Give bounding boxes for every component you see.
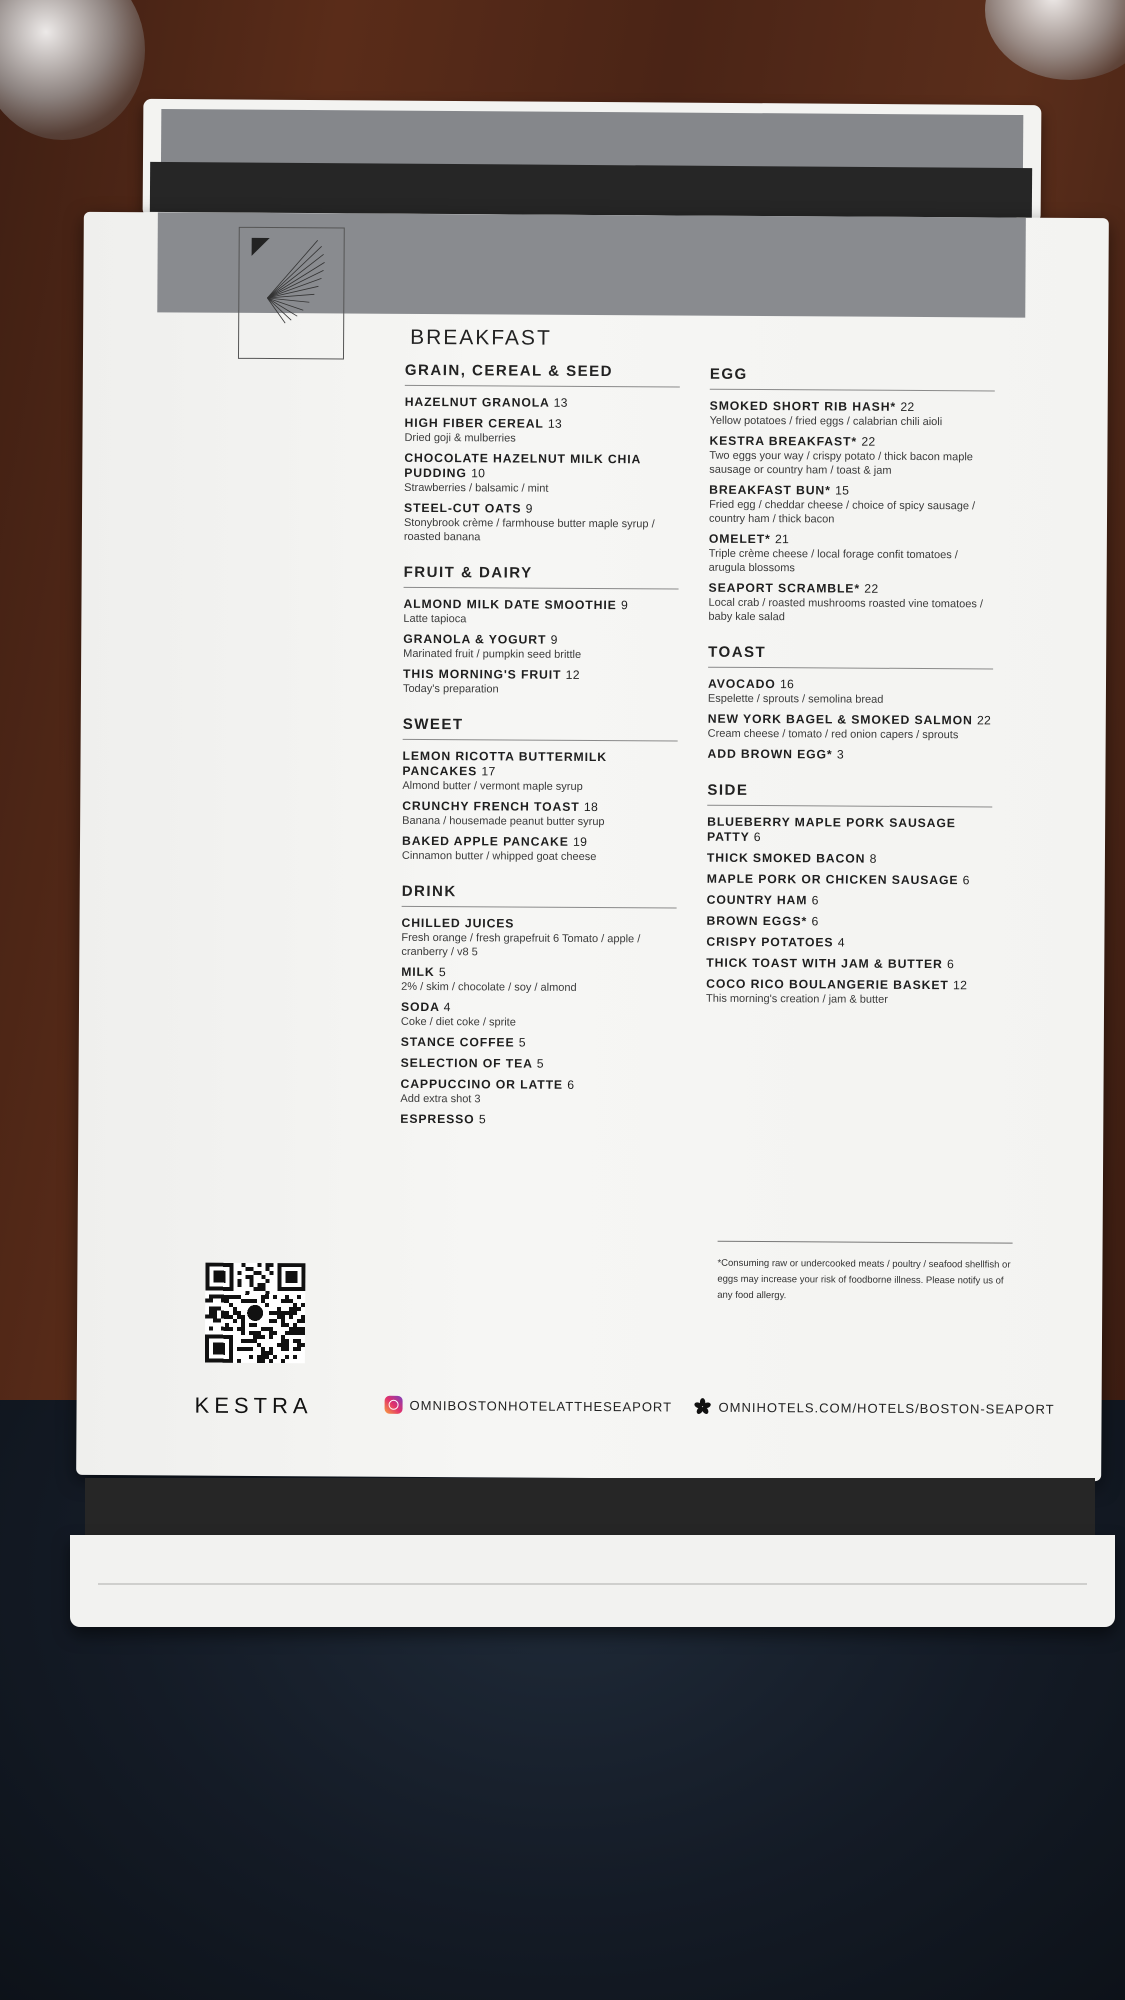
section-title: SIDE (707, 781, 749, 799)
menu-item-description: 2% / skim / chocolate / soy / almond (401, 980, 577, 994)
menu-item-name-row (709, 581, 994, 598)
menu-item-name: STEEL-CUT OATS (404, 500, 522, 516)
menu-item-name: THICK TOAST WITH JAM & BUTTER (706, 955, 943, 972)
section-divider (708, 667, 993, 670)
menu-item-name-row (709, 532, 994, 549)
menu-item (708, 747, 993, 764)
menu-item-name-row (709, 434, 994, 451)
omni-flower-icon (694, 1398, 712, 1416)
menu-item (401, 965, 676, 996)
menu-item-name-row (708, 747, 993, 764)
section-divider (710, 389, 995, 392)
menu-item-name-row (710, 399, 995, 416)
menu-item-name: THICK SMOKED BACON (706, 850, 866, 866)
menu-item-price: 16 (779, 677, 795, 692)
menu-item-name: KESTRA BREAKFAST* (709, 433, 858, 449)
menu-item (403, 632, 678, 663)
menu-item (401, 916, 676, 961)
menu-item-description: Fresh orange / fresh grapefruit 6 Tomato / apple / cranberry / v8 5 (401, 931, 641, 959)
menu-item (709, 434, 994, 479)
menu-item-name: MILK (401, 964, 435, 980)
menu-item-description: Strawberries / balsamic / mint (404, 481, 549, 495)
instagram-handle: OMNIBOSTONHOTELATTHESEAPORT (409, 1397, 673, 1414)
menu-item-name-row (707, 872, 992, 889)
menu-item (710, 399, 995, 430)
menu-item (707, 815, 992, 847)
menu-item (707, 893, 992, 910)
instagram-link[interactable] (385, 1396, 673, 1416)
menu-item-price: 22 (864, 581, 879, 596)
menu-item-price: 15 (835, 483, 850, 498)
section-divider (404, 587, 679, 590)
allergy-disclaimer: *Consuming raw or undercooked meats / poultry / seafood shellfish or eggs may increase your risk of foodborne illness. Please notify us of any food allergy. (717, 1257, 1011, 1302)
menu-item-description: Espelette / sprouts / semolina bread (707, 692, 884, 706)
menu-item (403, 597, 678, 628)
menu-item-description: Stonybrook crème / farmhouse butter maple syrup / roasted banana (403, 516, 655, 544)
disclaimer-divider (718, 1241, 1013, 1244)
menu-item-name-row (403, 667, 678, 684)
menu-item-name-row (707, 893, 992, 910)
menu-item-description: This morning's creation / jam & butter (706, 992, 888, 1006)
menu-item (402, 799, 677, 830)
menu-item-name-row (403, 597, 678, 614)
section-title: DRINK (401, 882, 457, 901)
menu-item-name-row (405, 395, 680, 412)
menu-item-price: 9 (620, 598, 629, 613)
menu-item-price: 17 (481, 764, 496, 779)
menu-item (402, 834, 677, 865)
menu-item-description: Yellow potatoes / fried eggs / calabrian chili aioli (709, 414, 943, 429)
menu-item (709, 483, 994, 528)
menu-item-description: Add extra shot 3 (400, 1092, 481, 1106)
menu-section (400, 883, 676, 1129)
menu-item-name-row (401, 1000, 676, 1017)
menu-item-description: Today's preparation (402, 682, 499, 696)
menu-item-price: 9 (525, 501, 533, 516)
menu-item-price: 5 (438, 965, 447, 980)
menu-item (404, 416, 679, 447)
menu-item (400, 1077, 675, 1108)
menu-item-description: Cinnamon butter / whipped goat cheese (401, 849, 597, 864)
menu-item-price: 12 (565, 667, 580, 682)
menu-item-name: CHOCOLATE HAZELNUT MILK CHIA PUDDING (404, 450, 641, 481)
menu-sheet (76, 212, 1109, 1481)
menu-item (401, 1035, 676, 1052)
menu-item-price: 22 (900, 399, 915, 414)
menu-item (708, 712, 993, 743)
menu-item-name: THIS MORNING'S FRUIT (403, 666, 562, 682)
menu-item-name: COUNTRY HAM (706, 892, 808, 908)
menu-item-price: 13 (553, 395, 568, 410)
menu-section (402, 716, 678, 865)
menu-item-price: 5 (536, 1056, 544, 1071)
menu-item-price: 4 (837, 935, 845, 950)
menu-board-bottom (70, 1535, 1115, 1627)
menu-item-description: Cream cheese / tomato / red onion capers / sprouts (707, 727, 959, 742)
menu-item-price: 9 (550, 632, 558, 647)
menu-item (401, 1056, 676, 1073)
menu-item-price: 21 (774, 532, 790, 547)
menu-item-name-row (707, 815, 992, 847)
menu-item-name-row (707, 851, 992, 868)
water-glass (0, 0, 145, 140)
menu-item-price: 6 (753, 829, 761, 845)
menu-item-name-row (708, 677, 993, 694)
menu-item-name-row (706, 956, 991, 973)
menu-item-price: 18 (583, 799, 599, 815)
menu-item-name: LEMON RICOTTA BUTTERMILK PANCAKES (402, 748, 607, 779)
section-title: SWEET (402, 715, 464, 734)
fan-lines-logo-icon (238, 227, 345, 360)
menu-item-price: 6 (567, 1077, 575, 1092)
menu-item-description: Two eggs your way / crispy potato / thick bacon maple sausage or country ham / toast & jam (709, 449, 973, 477)
menu-item-name: CRUNCHY FRENCH TOAST (402, 798, 580, 814)
menu-item-name: STANCE COFFEE (400, 1034, 515, 1050)
menu-item-name: COCO RICO BOULANGERIE BASKET (706, 976, 949, 993)
section-title: EGG (709, 365, 748, 383)
menu-item-name: MAPLE PORK OR CHICKEN SAUSAGE (706, 871, 959, 888)
website-url: OMNIHOTELS.COM/HOTELS/BOSTON-SEAPORT (718, 1399, 1055, 1417)
menu-item-name: BROWN EGGS* (706, 913, 808, 929)
section-title: GRAIN, CEREAL & SEED (404, 361, 614, 381)
menu-section (404, 362, 680, 546)
menu-strap-top (150, 162, 1032, 218)
menu-item-name-row (402, 834, 677, 851)
menu-item-name-row (401, 1056, 676, 1073)
menu-item-name: CAPPUCCINO OR LATTE (400, 1076, 564, 1092)
menu-item-name-row (401, 1035, 676, 1052)
section-title: FRUIT & DAIRY (403, 563, 533, 582)
menu-item-name: BAKED APPLE PANCAKE (401, 833, 569, 849)
menu-item-description: Coke / diet coke / sprite (400, 1015, 516, 1029)
menu-item-name-row (402, 749, 677, 781)
menu-item-name-row (402, 799, 677, 816)
menu-item-name-row (404, 501, 679, 518)
menu-left-column (400, 362, 680, 1149)
menu-item-name: ADD BROWN EGG* (707, 746, 833, 762)
menu-item-price: 10 (471, 466, 486, 481)
menu-item-name: NEW YORK BAGEL & SMOKED SALMON (707, 711, 973, 728)
menu-item (708, 677, 993, 708)
water-glass (985, 0, 1125, 80)
menu-item-price: 8 (869, 851, 877, 866)
menu-item-name: BREAKFAST BUN* (709, 482, 831, 498)
section-title: TOAST (708, 643, 767, 662)
menu-item-description: Dried goji & mulberries (404, 431, 516, 445)
menu-item (706, 956, 991, 973)
section-divider (403, 739, 678, 742)
menu-item (706, 977, 991, 1008)
menu-item-name: ALMOND MILK DATE SMOOTHIE (403, 596, 617, 613)
section-divider (405, 385, 680, 388)
menu-item (709, 532, 994, 577)
menu-item-price: 6 (962, 873, 970, 888)
menu-item-price: 22 (861, 434, 876, 449)
menu-item-name: CHILLED JUICES (401, 915, 515, 931)
menu-item-price: 6 (946, 957, 955, 972)
menu-item (706, 935, 991, 952)
menu-item-description: Marinated fruit / pumpkin seed brittle (403, 647, 582, 661)
menu-item (404, 451, 679, 497)
menu-item-description: Almond butter / vermont maple syrup (402, 779, 583, 793)
menu-item-name: SODA (400, 999, 440, 1015)
menu-item-name-row (708, 712, 993, 729)
menu-item-description: Fried egg / cheddar cheese / choice of spicy sausage / country ham / thick bacon (708, 498, 976, 526)
menu-item-description: Triple crème cheese / local forage confit tomatoes / arugula blossoms (708, 547, 958, 575)
menu-item-price: 19 (573, 834, 588, 849)
menu-item (708, 581, 993, 626)
menu-item-price: 12 (952, 978, 968, 993)
website-link[interactable] (694, 1398, 1055, 1418)
menu-item (707, 872, 992, 889)
menu-item-name: CRISPY POTATOES (706, 934, 834, 950)
menu-title: BREAKFAST (410, 325, 552, 350)
menu-item (405, 395, 680, 412)
menu-section (708, 366, 995, 626)
section-divider (402, 906, 677, 909)
menu-item (402, 749, 677, 795)
menu-item-name-row (401, 965, 676, 982)
menu-item-price: 4 (443, 1000, 451, 1015)
qr-code-icon[interactable] (205, 1263, 306, 1364)
menu-item-description: Banana / housemade peanut butter syrup (402, 814, 605, 829)
menu-item-price: 6 (811, 914, 819, 929)
section-divider (707, 805, 992, 808)
menu-item-price: 5 (518, 1035, 526, 1050)
menu-item-name: HAZELNUT GRANOLA (404, 394, 550, 410)
menu-section (708, 644, 994, 764)
menu-item (707, 914, 992, 931)
menu-item-description: Local crab / roasted mushrooms roasted vine tomatoes / baby kale salad (708, 596, 984, 624)
menu-section (706, 782, 992, 1008)
menu-item-name-row (403, 632, 678, 649)
menu-item-name-row (709, 483, 994, 500)
menu-item-name-row (405, 416, 680, 433)
menu-strap-bottom (85, 1478, 1095, 1536)
menu-item-name-row (706, 935, 991, 952)
menu-item-name: SMOKED SHORT RIB HASH* (709, 398, 897, 414)
menu-item (400, 1112, 675, 1129)
menu-item-name-row (400, 1112, 675, 1129)
menu-item-name-row (707, 914, 992, 931)
menu-item-price: 5 (478, 1112, 487, 1127)
menu-item-name: AVOCADO (707, 676, 776, 692)
menu-item-name: GRANOLA & YOGURT (403, 631, 547, 647)
menu-item-price: 3 (836, 747, 844, 762)
menu-item-price: 13 (547, 416, 563, 431)
menu-item-name: ESPRESSO (400, 1111, 475, 1127)
menu-item-name-row (401, 916, 676, 933)
menu-item-name: HIGH FIBER CEREAL (404, 415, 544, 431)
brand-wordmark: KESTRA (194, 1392, 313, 1419)
menu-item-name-row (404, 451, 679, 483)
menu-item-price: 22 (976, 713, 992, 728)
menu-item-name: OMELET* (708, 531, 771, 547)
menu-right-column (706, 366, 995, 1028)
menu-item-name-row (706, 977, 991, 994)
menu-item-price: 6 (811, 893, 819, 908)
menu-item (401, 1000, 676, 1031)
menu-item (707, 851, 992, 868)
menu-item-name: BLUEBERRY MAPLE PORK SAUSAGE PATTY (707, 814, 956, 844)
menu-item-name-row (400, 1077, 675, 1094)
menu-section (403, 564, 679, 698)
instagram-icon (385, 1396, 403, 1414)
menu-item (404, 501, 679, 546)
menu-item-name: SEAPORT SCRAMBLE* (708, 580, 861, 596)
menu-item-name: SELECTION OF TEA (400, 1055, 533, 1071)
menu-item (403, 667, 678, 698)
menu-item-description: Latte tapioca (403, 612, 467, 626)
